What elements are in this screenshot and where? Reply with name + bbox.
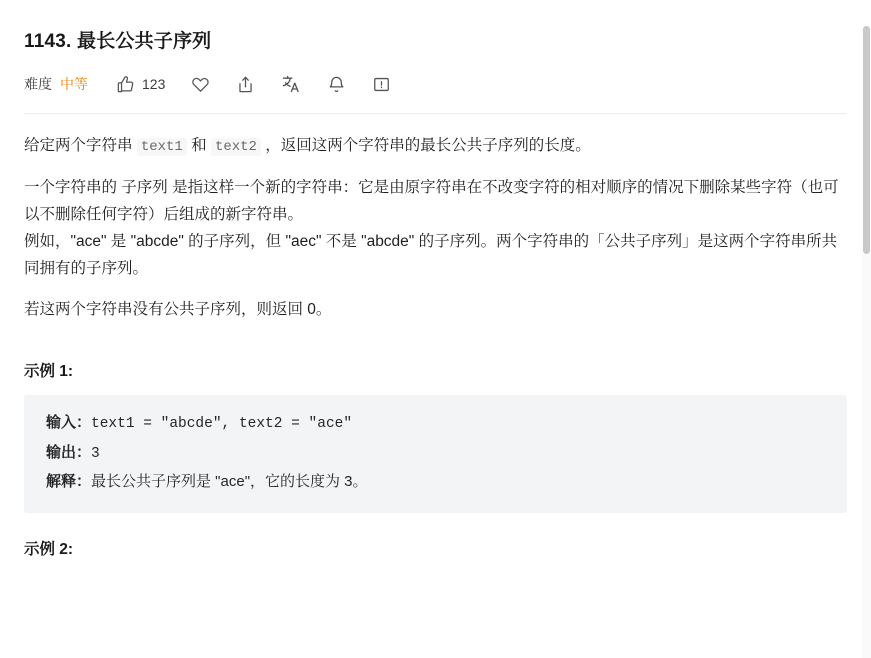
example-1-explain-value: 最长公共子序列是 "ace"，它的长度为 3。: [91, 473, 368, 491]
description-paragraph-4: 若这两个字符串没有公共子序列，则返回 0。: [24, 301, 332, 318]
scrollbar-thumb[interactable]: [863, 26, 870, 254]
example-1-input-label: 输入：: [46, 415, 92, 432]
scrollbar-track[interactable]: [862, 26, 871, 658]
example-1-block: [24, 395, 847, 513]
likes-count: 123: [142, 76, 166, 92]
bell-icon: [327, 75, 346, 94]
description-paragraph-3: 例如，"ace" 是 "abcde" 的子序列，但 "aec" 不是 "abcde" 的子序列。两个字符串的「公共子序列」是这两个字符串所共同拥有的子序列。: [24, 232, 838, 277]
example-1-output-value: 3: [91, 445, 100, 462]
example-1-explain-label: 解释：: [46, 474, 92, 491]
example-1-explain-line: [46, 468, 825, 497]
example-1-output-label: 输出：: [46, 444, 92, 461]
favorite-button[interactable]: [191, 75, 210, 94]
example-1-heading: 示例 1:: [24, 363, 74, 381]
code-text1: text1: [137, 138, 187, 156]
header-divider: [24, 113, 847, 114]
difficulty-label: 难度: [24, 76, 52, 92]
heart-icon: [191, 75, 210, 94]
description-paragraph-2: 一个字符串的 子序列 是指这样一个新的字符串：它是由原字符串在不改变字符的相对顺序的情况下删除某些字符（也可以不删除任何字符）后组成的新字符串。: [24, 178, 839, 223]
share-button[interactable]: [236, 75, 255, 94]
problem-description: [24, 132, 847, 323]
notification-button[interactable]: [327, 75, 346, 94]
thumbs-up-icon: [116, 75, 135, 94]
share-icon: [236, 75, 255, 94]
report-button[interactable]: [372, 75, 391, 94]
problem-page: [0, 26, 871, 658]
desc-p1-before: 给定两个字符串: [24, 137, 137, 154]
difficulty-value: 中等: [60, 76, 88, 92]
desc-p1-mid: 和: [186, 137, 211, 154]
problem-meta-row: [24, 71, 847, 97]
example-1-input-line: [46, 409, 825, 439]
translate-button[interactable]: [281, 74, 301, 94]
translate-icon: [281, 74, 301, 94]
likes-button[interactable]: [116, 75, 165, 94]
code-text2: text2: [211, 138, 261, 156]
description-paragraph-1: [24, 132, 847, 160]
desc-p1-after: ，返回这两个字符串的最长公共子序列的长度。: [260, 137, 591, 154]
report-icon: [372, 75, 391, 94]
example-2-heading: 示例 2:: [24, 540, 74, 558]
example-1-output-line: [46, 439, 825, 469]
page-title: 1143. 最长公共子序列: [24, 31, 212, 52]
example-1-input-value: text1 = "abcde", text2 = "ace": [91, 416, 353, 433]
